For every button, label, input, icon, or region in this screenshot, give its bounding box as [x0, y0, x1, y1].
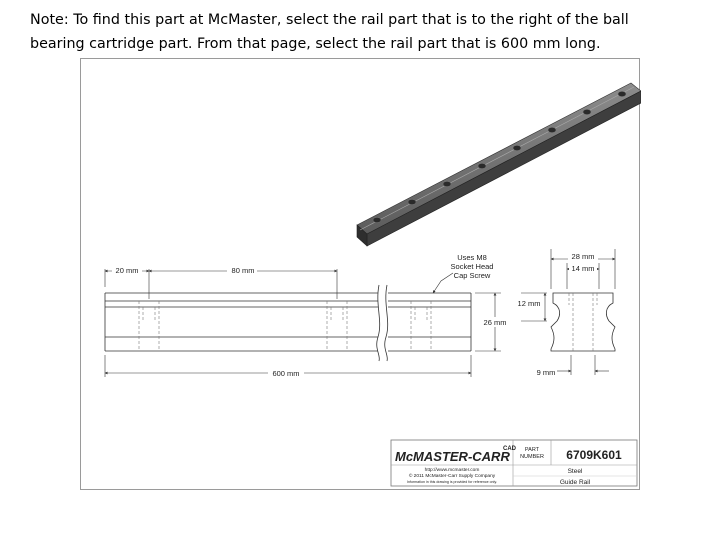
- cad-drawing: [80, 58, 640, 490]
- break-line: [377, 285, 388, 361]
- callout-line-1: Uses M8: [457, 253, 487, 262]
- callout-line-2: Socket Head: [450, 262, 494, 271]
- cad-label: CAD: [503, 446, 516, 452]
- rail-front-view: [105, 293, 471, 351]
- dim-hole-spacing: [149, 266, 337, 299]
- rail-3d-illustration: [357, 83, 641, 246]
- title-block: [391, 440, 637, 486]
- mcmaster-url: http://www.mcmaster.com: [424, 468, 480, 473]
- dim-height: [475, 293, 513, 351]
- dim-label-12mm: 12 mm: [517, 299, 541, 308]
- part-label-1: PART: [524, 447, 540, 453]
- dim-label-14mm: 14 mm: [571, 264, 595, 273]
- mcmaster-logo: McMASTER-CARR: [395, 449, 510, 464]
- disclaimer: Information in this drawing is provided for reference only.: [406, 480, 498, 484]
- copyright: © 2011 McMaster-Carr Supply Company: [408, 474, 496, 479]
- dim-top-width: [567, 263, 599, 289]
- dim-label-600mm: 600 mm: [272, 369, 300, 378]
- note-line-2: bearing cartridge part. From that page, select the rail part that is 600 mm long.: [30, 36, 601, 52]
- dim-length: [105, 355, 471, 378]
- rail-end-view: [551, 293, 615, 351]
- part-number: 6709K601: [566, 448, 622, 462]
- dim-label-28mm: 28 mm: [571, 252, 595, 261]
- part-label-2: NUMBER: [520, 454, 544, 460]
- part-description: Guide Rail: [559, 479, 591, 486]
- dim-label-9mm: 9 mm: [536, 368, 556, 377]
- dim-label-20mm: 20 mm: [115, 266, 139, 275]
- instruction-note: [30, 8, 710, 56]
- note-line-1: Note: To find this part at McMaster, select the rail part that is to the right of the ball: [30, 12, 629, 28]
- screw-callout: [433, 253, 493, 293]
- callout-line-3: Cap Screw: [453, 271, 491, 280]
- dim-upper-height: [515, 293, 547, 321]
- material: Steel: [567, 468, 583, 475]
- dim-base-detail: [537, 355, 609, 377]
- dim-label-26mm: 26 mm: [483, 318, 507, 327]
- drawing-canvas: [81, 59, 641, 491]
- dim-label-80mm: 80 mm: [231, 266, 255, 275]
- dim-end-spacing: [105, 266, 149, 299]
